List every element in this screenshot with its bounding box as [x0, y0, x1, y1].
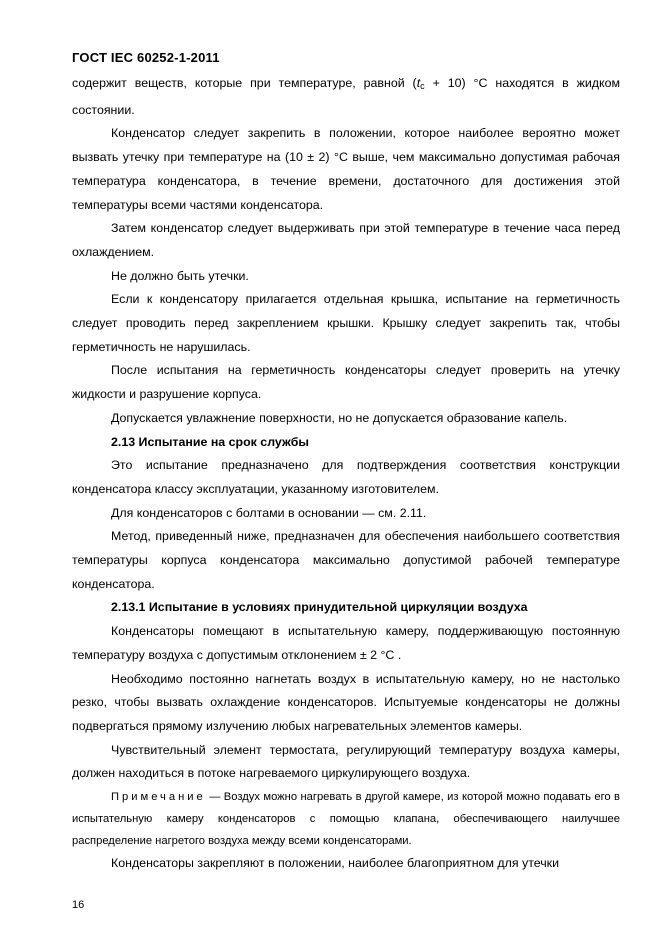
paragraph: Конденсаторы закрепляют в положении, наиболее благоприятном для утечки	[111, 856, 560, 871]
paragraph: Метод, приведенный ниже, предназначен для обеспечения наибольшего соответствия температуры корпуса конденсатора максимально допустимой рабочей температуре конденсатора.	[72, 529, 620, 591]
page-number: 16	[72, 899, 85, 911]
paragraph: Допускается увлажнение поверхности, но не допускается образование капель.	[111, 410, 568, 425]
paragraph: После испытания на герметичность конденсаторы следует проверить на утечку жидкости и разрушение корпуса.	[72, 363, 620, 402]
paragraph: Конденсатор следует закрепить в положении, которое наиболее вероятно может вызвать утечку при температуре на (10 ± 2) °С выше, чем максимально допустимая рабочая температура конденсатора, в течение времени, достаточного для достижения этой температуры всеми частями конденсатора.	[72, 126, 620, 212]
paragraph-text: содержит веществ, которые при температуре, равной (	[72, 76, 417, 90]
paragraph: Для конденсаторов с болтами в основании — см. 2.11.	[111, 505, 427, 520]
paragraph: Конденсаторы помещают в испытательную камеру, поддерживающую постоянную температуру воздуха с допустимым отклонением ± 2 °С .	[72, 624, 620, 662]
temperature-subscript: c	[420, 81, 425, 91]
paragraph-continuation	[72, 72, 620, 122]
document-body	[72, 72, 620, 876]
paragraph: Чувствительный элемент термостата, регулирующий температуру воздуха камеры, должен находиться в потоке нагреваемого циркулирующего воздуха.	[72, 742, 620, 781]
paragraph: Не должно быть утечки.	[111, 268, 249, 283]
paragraph: Затем конденсатор следует выдерживать при этой температуре в течение часа перед охлаждением.	[72, 221, 620, 259]
paragraph-text: + 10) °С находятся в жидком состоянии.	[72, 76, 621, 117]
paragraph: Если к конденсатору прилагается отдельная крышка, испытание на герметичность следует проводить перед закреплением крышки. Крышку следует закрепить так, чтобы герметичность не нарушилась.	[72, 292, 620, 354]
temperature-symbol: t	[416, 76, 421, 90]
note-label: Примечание	[111, 791, 206, 804]
section-heading-2-13: 2.13 Испытание на срок службы	[111, 434, 309, 449]
paragraph: Необходимо постоянно нагнетать воздух в испытательную камеру, но не настолько резко, чтобы вызвать охлаждение конденсаторов. Испытуемые конденсаторы не должны подвергаться прямому излучению любых нагревательных элементов камеры.	[72, 671, 620, 733]
note-paragraph	[72, 786, 620, 852]
section-heading-2-13-1: 2.13.1 Испытание в условиях принудительной циркуляции воздуха	[111, 600, 528, 615]
note-text: — Воздух можно нагревать в другой камере, из которой можно подавать его в испытательную камеру конденсаторов с помощью клапана, обеспечивающего наилучшее распределение нагретого воздуха между всеми конденсаторами.	[72, 791, 620, 848]
paragraph: Это испытание предназначено для подтверждения соответствия конструкции конденсатора классу эксплуатации, указанному изготовителем.	[72, 458, 620, 496]
document-header: ГОСТ IEC 60252-1-2011	[72, 50, 220, 65]
